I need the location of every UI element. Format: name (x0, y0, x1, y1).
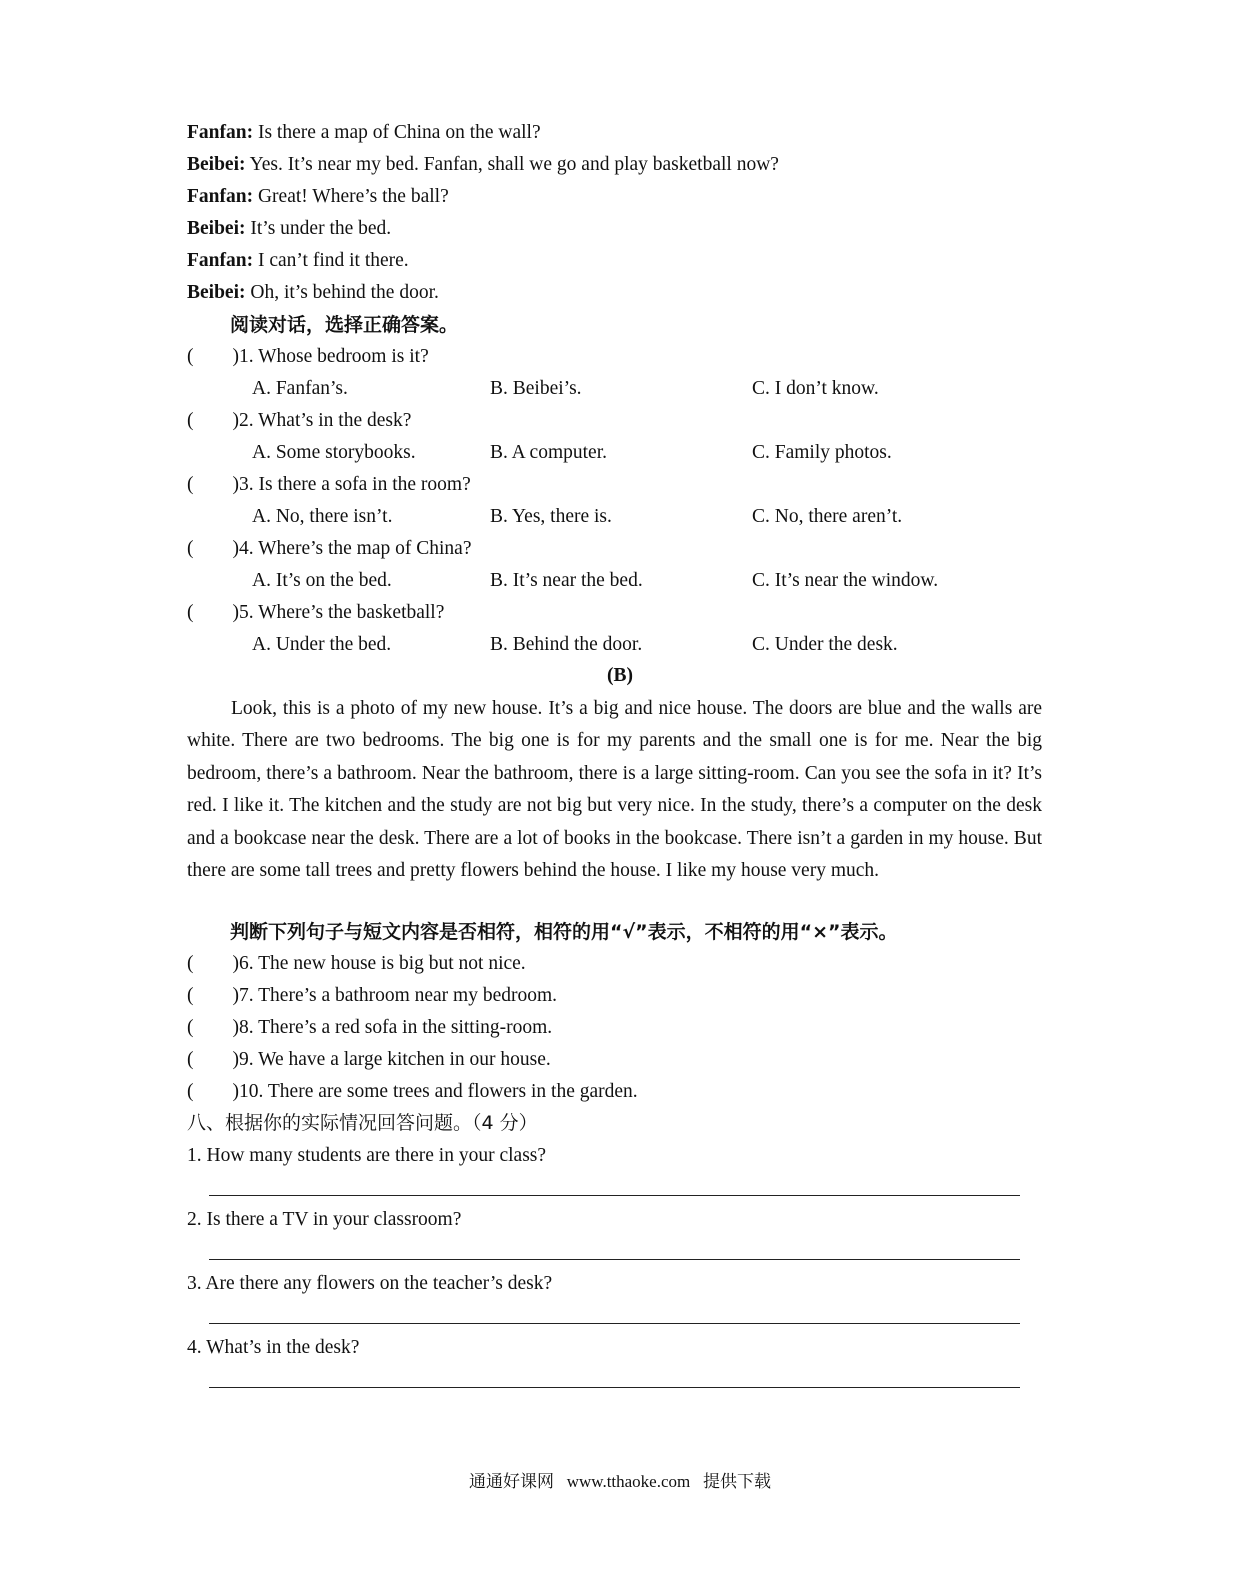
tf-question: ( )9. We have a large kitchen in our house. (187, 1049, 551, 1070)
answer-line[interactable] (209, 1259, 1020, 1260)
open-question: 2. Is there a TV in your classroom? (187, 1209, 462, 1230)
option-b: B. Beibei’s. (490, 378, 582, 399)
question-stem: ( )2. What’s in the desk? (187, 410, 412, 431)
reading-passage: Look, this is a photo of my new house. It’s a big and nice house. The doors are blue and the walls are white. There are two bedrooms. The big one is for my parents and the small one is for me. Near the big bedroom, there’s a bathroom. Near the bathroom, there is a large sitting-room. Can you see the sofa in it? It’s red. I like it. The kitchen and the study are not big but very nice. In the study, there’s a computer on the desk and a bookcase near the desk. There are a lot of books in the bookcase. There isn’t a garden in my house. But there are some tall trees and pretty flowers behind the house. I like my house very much. (187, 698, 1042, 882)
tf-question: ( )8. There’s a red sofa in the sitting-room. (187, 1017, 553, 1038)
option-b: B. Yes, there is. (490, 506, 612, 527)
dialogue-text: Yes. It’s near my bed. Fanfan, shall we go and play basketball now? (245, 154, 779, 175)
dialogue-line (187, 121, 541, 145)
option-b: B. It’s near the bed. (490, 570, 643, 591)
tf-question: ( )7. There’s a bathroom near my bedroom. (187, 985, 558, 1006)
footer-download-note: 提供下载 (703, 1472, 772, 1492)
open-question: 1. How many students are there in your class? (187, 1145, 547, 1166)
speaker-label: Beibei: (187, 154, 246, 175)
question-stem: ( )1. Whose bedroom is it? (187, 346, 429, 367)
option-b: B. Behind the door. (490, 634, 643, 655)
option-a: A. No, there isn’t. (252, 506, 393, 527)
section-a-instruction: 阅读对话，选择正确答案。 (230, 314, 459, 336)
speaker-label: Beibei: (187, 282, 246, 303)
dialogue-line (187, 249, 409, 273)
dialogue-text: Is there a map of China on the wall? (253, 122, 541, 143)
question-stem: ( )5. Where’s the basketball? (187, 602, 445, 623)
option-a: A. Fanfan’s. (252, 378, 348, 399)
option-c: C. Under the desk. (752, 634, 898, 655)
option-c: C. I don’t know. (752, 378, 879, 399)
dialogue-line (187, 185, 449, 209)
option-b: B. A computer. (490, 442, 607, 463)
option-a: A. Some storybooks. (252, 442, 416, 463)
option-a: A. Under the bed. (252, 634, 392, 655)
answer-line[interactable] (209, 1387, 1020, 1388)
open-question: 4. What’s in the desk? (187, 1337, 360, 1358)
answer-line[interactable] (209, 1323, 1020, 1324)
dialogue-text: I can’t find it there. (253, 250, 409, 271)
question-stem: ( )3. Is there a sofa in the room? (187, 474, 471, 495)
tf-question: ( )6. The new house is big but not nice. (187, 953, 526, 974)
page-footer (0, 1467, 1240, 1492)
footer-site-name: 通通好课网 (468, 1472, 554, 1492)
dialogue-line (187, 281, 439, 305)
footer-url[interactable]: www.tthaoke.com (566, 1472, 691, 1491)
dialogue-text: Oh, it’s behind the door. (245, 282, 439, 303)
question-stem: ( )4. Where’s the map of China? (187, 538, 472, 559)
option-c: C. No, there aren’t. (752, 506, 903, 527)
open-question: 3. Are there any flowers on the teacher’s desk? (187, 1273, 553, 1294)
option-c: C. Family photos. (752, 442, 892, 463)
tf-question: ( )10. There are some trees and flowers in the garden. (187, 1081, 638, 1102)
dialogue-text: Great! Where’s the ball? (253, 186, 449, 207)
dialogue-line (187, 153, 779, 177)
option-c: C. It’s near the window. (752, 570, 939, 591)
speaker-label: Fanfan: (187, 186, 254, 207)
speaker-label: Fanfan: (187, 250, 254, 271)
answer-line[interactable] (209, 1195, 1020, 1196)
section-b-instruction: 判断下列句子与短文内容是否相符，相符的用“√”表示，不相符的用“×”表示。 (230, 921, 898, 943)
speaker-label: Fanfan: (187, 122, 254, 143)
option-a: A. It’s on the bed. (252, 570, 392, 591)
dialogue-text: It’s under the bed. (245, 218, 392, 239)
section-b-title: (B) (607, 665, 633, 686)
part8-title: 八、根据你的实际情况回答问题。（4 分） (187, 1112, 538, 1134)
dialogue-line (187, 217, 391, 241)
speaker-label: Beibei: (187, 218, 246, 239)
